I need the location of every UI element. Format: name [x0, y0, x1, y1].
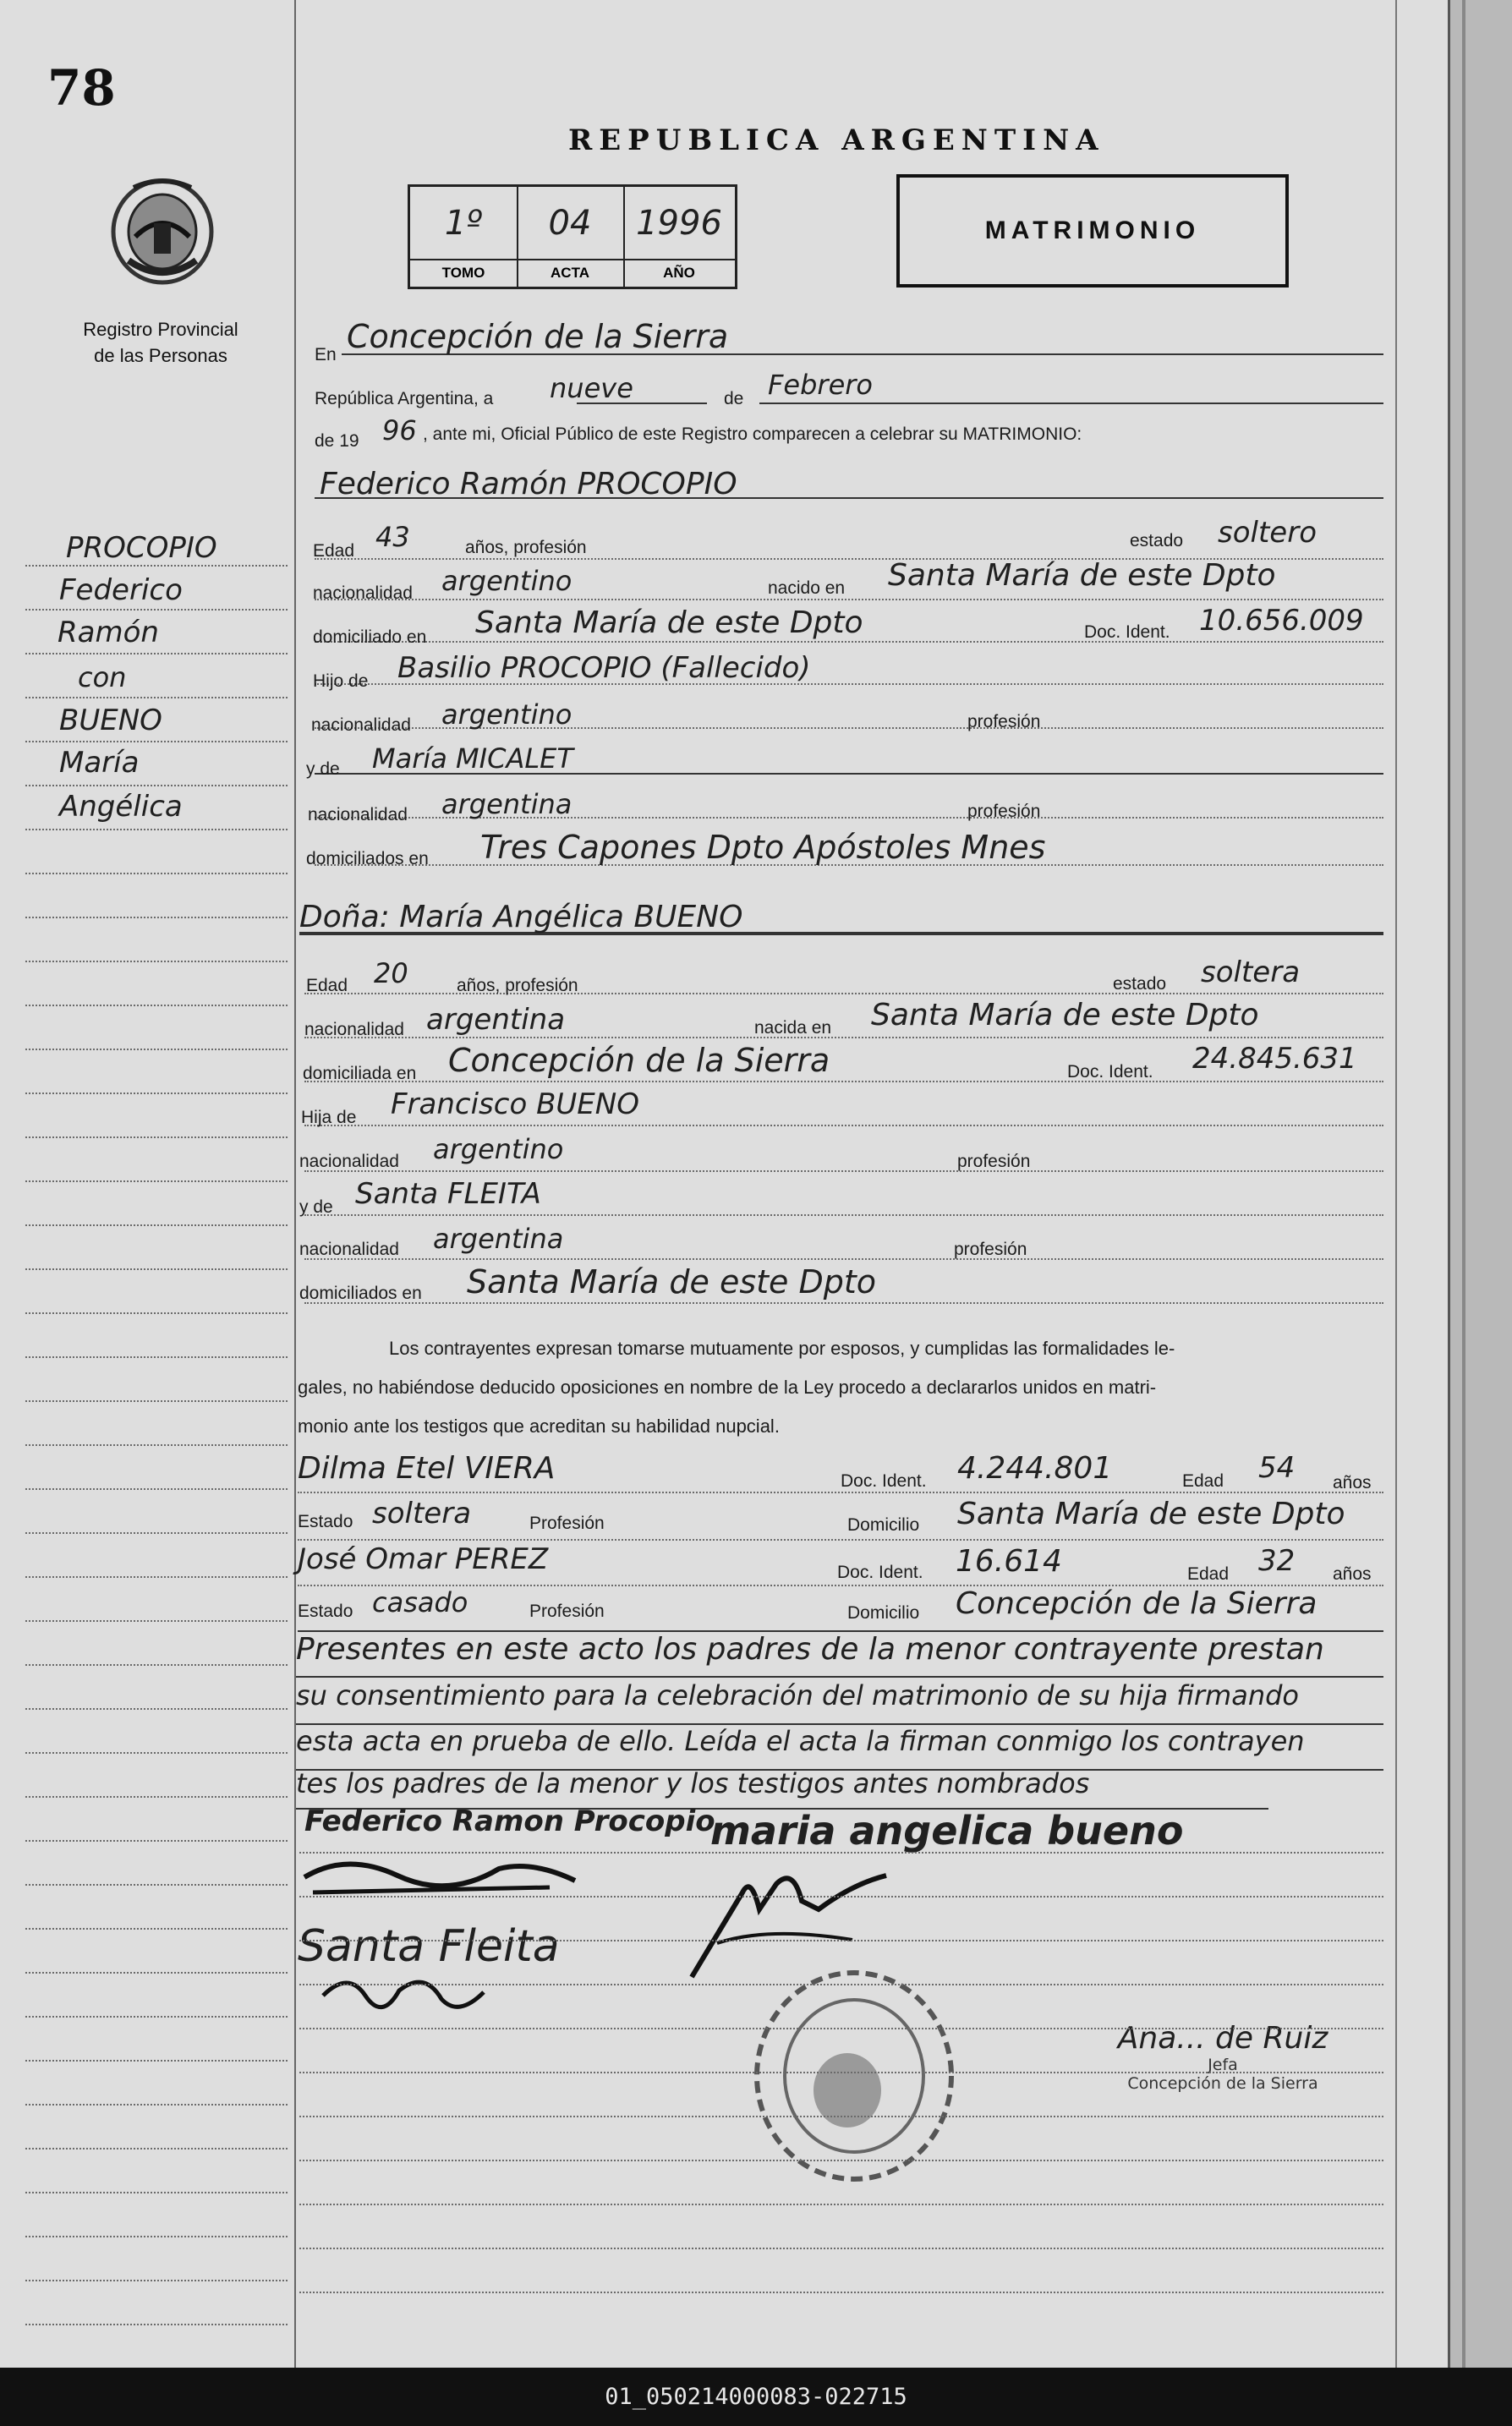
bride-parents-dom-label: domiciliados en [299, 1284, 422, 1303]
tomo-value: 1º [444, 204, 483, 243]
margin-ruled-line [25, 1093, 288, 1094]
act-type-box: MATRIMONIO [896, 174, 1289, 288]
province-seal-icon [103, 176, 222, 291]
witness2-doc: 16.614 [956, 1544, 1062, 1579]
groom-parents-dom-label: domiciliados en [306, 849, 429, 868]
margin-ruled-line [25, 2104, 288, 2106]
margin-ruled-line [25, 1840, 288, 1842]
margin-ruled-line [25, 1049, 288, 1050]
republic-label: República Argentina, a [315, 389, 494, 408]
body-ruled-line [299, 2028, 1383, 2029]
margin-ruled-line [25, 2060, 288, 2062]
officer-stamp-title: Jefa [1208, 2056, 1238, 2074]
witness2-prof-label: Profesión [529, 1602, 605, 1621]
declaration-line-1: Los contrayentes expresan tomarse mutuamente por esposos, y cumplidas las formalidades le- [389, 1338, 1175, 1359]
bride-age: 20 [374, 957, 408, 989]
witness1-doc-label: Doc. Ident. [841, 1471, 927, 1491]
groom-parents-dom: Tres Capones Dpto Apóstoles Mnes [480, 829, 1046, 866]
groom-domicile: Santa María de este Dpto [475, 605, 863, 640]
groom-mother-prof-label: profesión [967, 802, 1041, 821]
groom-edad-label: Edad [313, 541, 355, 561]
groom-father-nac-label: nacionalidad [311, 715, 411, 735]
groom-doc-label: Doc. Ident. [1084, 622, 1170, 642]
groom-nationality: argentino [441, 565, 572, 597]
tomo-cell [410, 187, 518, 287]
margin-ruled-line [25, 1180, 288, 1182]
margin-ruled-line [25, 1312, 288, 1314]
body-ruled-line [299, 2204, 1383, 2205]
margin-name-5: BUENO [59, 704, 162, 737]
place-value: Concepción de la Sierra [347, 318, 729, 355]
groom-mother-label: y de [306, 759, 340, 779]
groom-dom-label: domiciliado en [313, 627, 427, 647]
ano-value: 1996 [636, 204, 722, 243]
groom-mother-nac: argentina [441, 788, 572, 820]
margin-name-7: Angélica [59, 790, 183, 824]
margin-ruled-line [25, 1796, 288, 1798]
witness2-domicile: Concepción de la Sierra [956, 1586, 1318, 1621]
acta-cell [517, 187, 625, 287]
registry-label [56, 316, 266, 369]
bride-edad-label: Edad [306, 976, 348, 995]
declaration-line-3: monio ante los testigos que acreditan su habilidad nupcial. [298, 1416, 780, 1437]
margin-ruled-line [25, 1444, 288, 1446]
signature-groom: Federico Ramon Procopio [304, 1804, 715, 1838]
footer-id: 01_050214000083-022715 [0, 2368, 1512, 2426]
bride-born-label: nacida en [754, 1018, 832, 1038]
body-ruled-line [299, 1852, 1383, 1854]
month-value: Febrero [768, 369, 873, 401]
witness2-estado-label: Estado [298, 1602, 353, 1621]
margin-ruled-line [25, 1356, 288, 1358]
margin-ruled-line [25, 873, 288, 874]
round-official-stamp-icon [744, 1962, 964, 2190]
margin-ruled-line [25, 1488, 288, 1490]
bride-born: Santa María de este Dpto [871, 998, 1259, 1032]
groom-father-prof-label: profesión [967, 712, 1041, 731]
witness1-doc: 4.244.801 [957, 1451, 1113, 1486]
bride-parents-dom: Santa María de este Dpto [467, 1263, 877, 1301]
acta-value: 04 [548, 204, 592, 243]
margin-ruled-line [25, 829, 288, 830]
margin-name-4: con [78, 661, 127, 693]
body-ruled-line [299, 2292, 1383, 2293]
groom-nac-label: nacionalidad [313, 583, 413, 603]
margin-ruled-line [25, 1400, 288, 1402]
note-line-2: su consentimiento para la celebración del matrimonio de su hija firmando [296, 1679, 1299, 1711]
bride-doc: 24.845.631 [1192, 1042, 1357, 1076]
witness2-edad-label: Edad [1187, 1564, 1230, 1584]
margin-name-3: Ramón [58, 616, 159, 649]
groom-age: 43 [375, 521, 410, 553]
body-ruled-line [299, 2116, 1383, 2117]
witness1-edad-label: Edad [1182, 1471, 1224, 1491]
de-label: de [724, 389, 744, 408]
registry-line2: de las Personas [94, 345, 227, 366]
margin-ruled-line [25, 1752, 288, 1754]
groom-father: Basilio PROCOPIO (Fallecido) [397, 651, 811, 685]
body-ruled-line [299, 2248, 1383, 2249]
main-heading: REPUBLICA ARGENTINA [568, 123, 1105, 157]
witness2-dom-label: Domicilio [847, 1603, 920, 1623]
margin-ruled-line [25, 1224, 288, 1226]
bride-father-nac-label: nacionalidad [299, 1152, 399, 1171]
ano-cell [623, 187, 735, 287]
bride-mother-label: y de [299, 1197, 333, 1217]
groom-estado-label: estado [1130, 531, 1184, 550]
margin-ruled-line [25, 1268, 288, 1270]
margin-line [294, 0, 296, 2368]
margin-name-1: PROCOPIO [66, 531, 217, 565]
margin-ruled-line [25, 565, 288, 567]
groom-born: Santa María de este Dpto [888, 558, 1276, 593]
bride-name: Doña: María Angélica BUENO [299, 900, 743, 934]
registry-line1: Registro Provincial [83, 319, 238, 340]
margin-ruled-line [25, 653, 288, 654]
margin-ruled-line [25, 609, 288, 611]
witness2-age: 32 [1258, 1544, 1296, 1578]
margin-ruled-line [25, 1576, 288, 1578]
witness1-estado-label: Estado [298, 1512, 353, 1531]
page-number: 78 [47, 59, 116, 117]
bride-father-label: Hija de [301, 1108, 357, 1127]
act-register-box [408, 184, 737, 289]
bride-doc-label: Doc. Ident. [1067, 1062, 1153, 1082]
margin-ruled-line [25, 1884, 288, 1886]
officer-stamp-name: Ana... de Ruiz [1117, 2021, 1328, 2056]
year-prefix: de 19 [315, 431, 359, 451]
bride-mother-nac-label: nacionalidad [299, 1240, 399, 1259]
groom-father-nac: argentino [441, 698, 572, 731]
bride-father-prof-label: profesión [957, 1152, 1031, 1171]
margin-name-2: Federico [59, 573, 183, 607]
bride-estado: soltera [1201, 956, 1301, 989]
margin-ruled-line [25, 1620, 288, 1622]
ano-label: AÑO [623, 259, 735, 282]
margin-ruled-line [25, 785, 288, 786]
margin-ruled-line [25, 917, 288, 918]
groom-mother: María MICALET [372, 742, 573, 775]
day-value: nueve [550, 372, 633, 404]
bride-father-nac: argentino [433, 1133, 564, 1165]
officer-stamp [1062, 2021, 1383, 2093]
groom-born-label: nacido en [768, 578, 846, 598]
margin-ruled-line [25, 2016, 288, 2018]
intro-statement: , ante mi, Oficial Público de este Registro comparecen a celebrar su MATRIMONIO: [423, 424, 1082, 444]
witness1-dom-label: Domicilio [847, 1515, 920, 1535]
body-ruled-line [299, 1984, 1383, 1985]
margin-ruled-line [25, 741, 288, 742]
bride-estado-label: estado [1113, 974, 1167, 994]
margin-ruled-line [25, 2324, 288, 2325]
groom-prof-label: años, profesión [465, 538, 587, 557]
margin-ruled-line [25, 961, 288, 962]
witness1-anos-label: años [1333, 1473, 1372, 1492]
bride-nac-label: nacionalidad [304, 1020, 404, 1039]
tomo-label: TOMO [410, 259, 517, 282]
margin-ruled-line [25, 2280, 288, 2281]
note-line-3: esta acta en prueba de ello. Leída el acta la firman conmigo los contrayen [296, 1725, 1305, 1757]
margin-name-6: María [59, 746, 140, 780]
bride-nationality: argentina [426, 1003, 566, 1037]
witness1-estado: soltera [372, 1497, 472, 1531]
signature-bride: maria angelica bueno [710, 1808, 1184, 1854]
witness2-estado: casado [372, 1586, 468, 1618]
year-suffix: 96 [382, 414, 417, 446]
bride-mother-prof-label: profesión [954, 1240, 1027, 1259]
bride-domicile: Concepción de la Sierra [448, 1042, 830, 1079]
note-line-1: Presentes en este acto los padres de la menor contrayente prestan [296, 1632, 1324, 1667]
body-ruled-line [299, 2160, 1383, 2161]
declaration-line-2: gales, no habiéndose deducido oposiciones en nombre de la Ley procedo a declararlos unidos en matri- [298, 1377, 1157, 1398]
margin-ruled-line [25, 2148, 288, 2149]
margin-ruled-line [25, 697, 288, 698]
groom-doc: 10.656.009 [1199, 604, 1364, 638]
groom-estado: soltero [1218, 516, 1317, 550]
margin-ruled-line [25, 1928, 288, 1930]
margin-ruled-line [25, 1972, 288, 1974]
margin-ruled-line [25, 1005, 288, 1006]
groom-mother-nac-label: nacionalidad [308, 805, 408, 824]
bride-father: Francisco BUENO [391, 1087, 639, 1121]
binder-edge [1448, 0, 1512, 2368]
margin-ruled-line [25, 1136, 288, 1138]
witness2-doc-label: Doc. Ident. [837, 1563, 923, 1582]
signature-scribble-2 [315, 1970, 501, 2021]
groom-name: Federico Ramón PROCOPIO [320, 467, 737, 501]
groom-father-label: Hijo de [313, 671, 369, 691]
body-ruled-line [299, 1896, 1383, 1898]
body-ruled-line [299, 2072, 1383, 2073]
margin-ruled-line [25, 2236, 288, 2237]
witness1-age: 54 [1258, 1451, 1296, 1485]
witness1-name: Dilma Etel VIERA [298, 1451, 556, 1486]
bride-mother: Santa FLEITA [355, 1177, 541, 1211]
note-line-4: tes los padres de la menor y los testigos antes nombrados [296, 1767, 1090, 1799]
margin-ruled-line [25, 1664, 288, 1666]
bride-mother-nac: argentina [433, 1223, 564, 1255]
witness2-anos-label: años [1333, 1564, 1372, 1584]
bride-prof-label: años, profesión [457, 976, 578, 995]
right-border-line [1395, 0, 1397, 2368]
en-label: En [315, 345, 337, 364]
witness1-prof-label: Profesión [529, 1514, 605, 1533]
witness2-name: José Omar PEREZ [298, 1542, 549, 1576]
witness1-domicile: Santa María de este Dpto [957, 1497, 1345, 1531]
officer-stamp-place: Concepción de la Sierra [1127, 2074, 1318, 2093]
margin-ruled-line [25, 1532, 288, 1534]
bride-dom-label: domiciliada en [303, 1064, 417, 1083]
acta-label: ACTA [517, 259, 623, 282]
margin-ruled-line [25, 1708, 288, 1710]
signature-mother: Santa Fleita [298, 1921, 560, 1972]
body-ruled-line [299, 1940, 1383, 1941]
margin-ruled-line [25, 2192, 288, 2193]
